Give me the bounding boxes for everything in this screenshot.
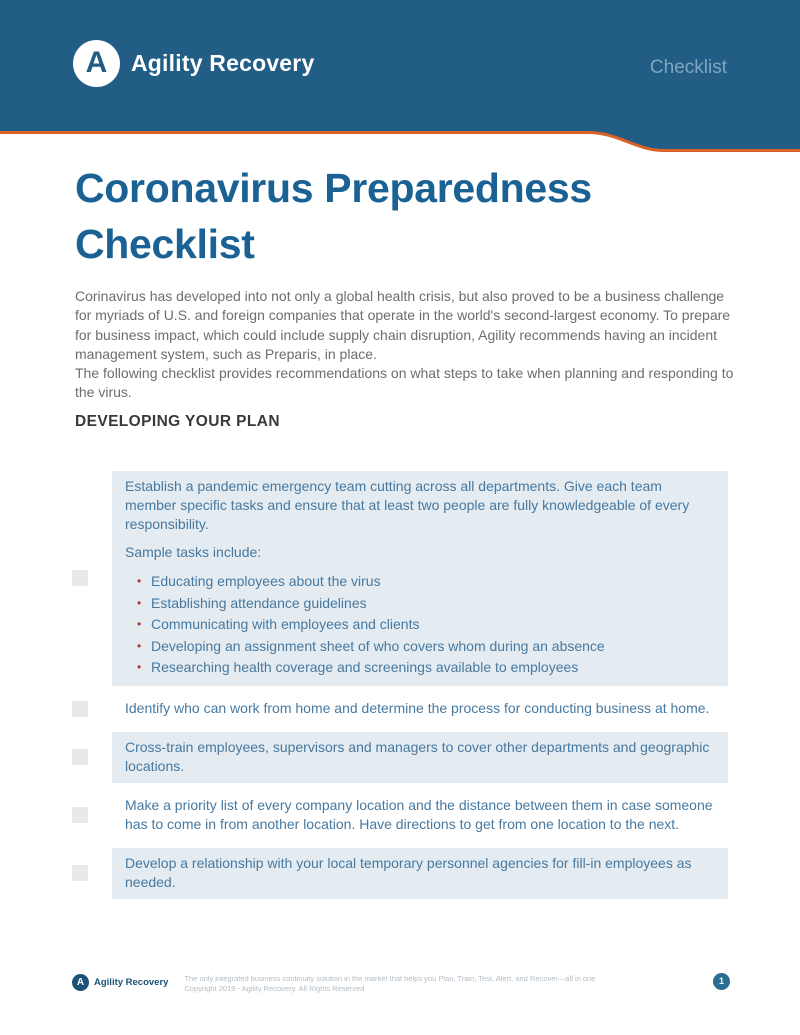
brand (73, 40, 314, 87)
logo-letter: A (76, 977, 85, 988)
footer-copyright: Copyright 2019 - Agility Recovery. All Rights Reserved (184, 983, 365, 993)
checklist-row (72, 693, 728, 725)
checkbox[interactable] (72, 570, 88, 586)
agility-logo-icon (73, 40, 120, 87)
checkbox[interactable] (72, 865, 88, 881)
footer-tagline: The only integrated business continuity solution in the market that helps you Plan, Train, Test, Alert, and Recover—all in one (184, 974, 596, 983)
task-bullet: • Educating employees about the virus (135, 571, 715, 593)
page-title: Coronavirus Preparedness Checklist (75, 165, 592, 267)
checkbox[interactable] (72, 807, 88, 823)
intro-paragraph-2: The following checklist provides recommendations on what steps to take when planning and responding to the virus. (75, 365, 734, 401)
logo-letter: A (85, 45, 108, 79)
footer-brand-name: Agility Recovery (94, 977, 169, 988)
task-bullet: • Communicating with employees and clients (135, 614, 715, 636)
checklist-item-content (112, 732, 728, 783)
checklist-row (72, 848, 728, 899)
task-bullet: • Researching health coverage and screenings available to employees (135, 657, 715, 679)
section-heading: DEVELOPING YOUR PLAN (75, 413, 280, 430)
checklist (72, 471, 728, 906)
item-paragraph: Sample tasks include: (125, 544, 262, 560)
checklist-row (72, 471, 728, 686)
item-text: Identify who can work from home and determine the process for conducting business at home. (125, 699, 710, 716)
checklist-item-content (112, 848, 728, 899)
checklist-row (72, 790, 728, 841)
checkbox[interactable] (72, 701, 88, 717)
intro-paragraph-1: Corinavirus has developed into not only a global health crisis, but also proved to be a business challenge for myriads of U.S. and foreign companies that operate in the world's second-largest economy. To prepare for business impact, which could include supply chain disruption, Agility recommends having an incident management system, such as Preparis, in place. (75, 288, 731, 362)
doc-type-label: Checklist (649, 57, 727, 78)
checklist-item-content (112, 790, 728, 841)
footer-brand (72, 974, 168, 991)
page-number-badge: 1 (713, 973, 730, 990)
item-text: Make a priority list of every company location and the distance between them in case someone has to come in from another location. Have directions to get from one location to the next. (125, 796, 713, 832)
footer (72, 973, 730, 993)
header-banner (0, 0, 800, 154)
item-text: Develop a relationship with your local temporary personnel agencies for fill-in employees as needed. (125, 854, 692, 890)
task-list (135, 571, 715, 679)
task-bullet: • Establishing attendance guidelines (135, 593, 715, 615)
intro-text (75, 287, 735, 403)
footer-text (184, 974, 614, 993)
checkbox[interactable] (72, 749, 88, 765)
brand-name: Agility Recovery (131, 50, 315, 76)
agility-logo-icon (72, 974, 89, 991)
checklist-item-content (112, 693, 728, 725)
checklist-row (72, 732, 728, 783)
task-bullet: • Developing an assignment sheet of who covers whom during an absence (135, 636, 715, 658)
item-text: Cross-train employees, supervisors and managers to cover other departments and geographic locations. (125, 738, 710, 774)
checklist-item-content (112, 471, 728, 686)
item-paragraph: Establish a pandemic emergency team cutting across all departments. Give each team member specific tasks and ensure that at least two people are fully knowledgeable of every responsibility. (125, 478, 690, 532)
